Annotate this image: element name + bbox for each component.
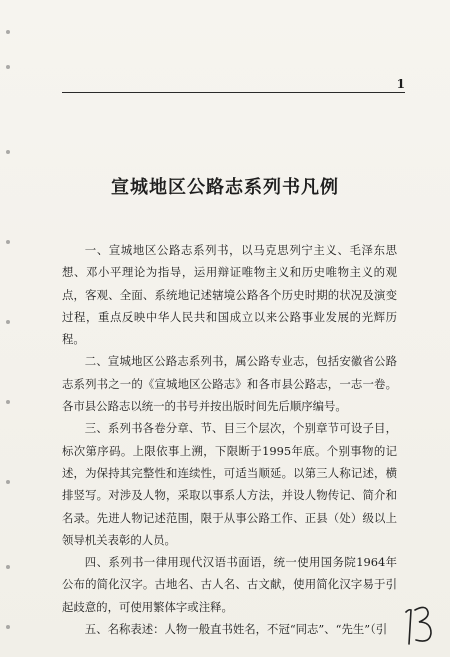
- paragraph-3: 三、系列书各卷分章、节、目三个层次，个别章节可设子目，标次第序码。上限依事上溯，下限断于1995年底。个别事物的记述，为保持其完整性和连续性，可适当顺延。以第三人称记述，横排竖写。对涉及人物，采取以事系人方法，并设人物传记、简介和名录。先进人物记述范围，限于从事公路工作、正县（处）级以上领导机关表彰的人员。: [62, 421, 397, 547]
- binding-holes: [4, 30, 14, 630]
- body-text: [62, 239, 397, 640]
- page-title: 宣城地区公路志系列书凡例: [111, 177, 339, 198]
- paragraph-4: 四、系列书一律用现代汉语书面语，统一使用国务院1964年公布的简化汉字。古地名、古人名、古文献，使用简化汉字易于引起歧意的，可使用繁体字或注释。: [62, 555, 397, 614]
- paragraph-5: 五、名称表述：人物一般直书姓名，不冠“同志”、“先生”（引: [84, 622, 388, 637]
- handwritten-note-13: [400, 600, 438, 648]
- page-number: 1: [396, 77, 405, 91]
- header-rule: [62, 92, 405, 93]
- paragraph-1: 一、宣城地区公路志系列书，以马克思列宁主义、毛泽东思想、邓小平理论为指导，运用辩证唯物主义和历史唯物主义的观点，客观、全面、系统地记述辖境公路各个历史时期的状况及演变过程，重点反映中华人民共和国成立以来公路事业发展的光辉历程。: [62, 243, 397, 347]
- page-header: [62, 78, 405, 94]
- paragraph-2: 二、宣城地区公路志系列书，属公路专业志，包括安徽省公路志系列书之一的《宣城地区公路志》和各市县公路志，一志一卷。各市县公路志以统一的书号并按出版时间先后顺序编号。: [62, 354, 397, 414]
